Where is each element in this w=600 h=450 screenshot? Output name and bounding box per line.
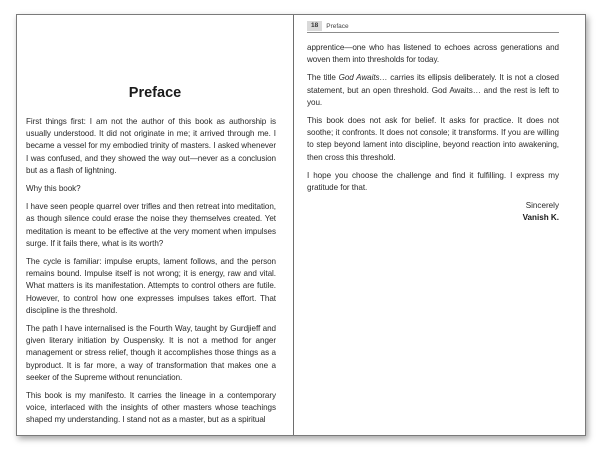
- paragraph: This book does not ask for belief. It asks for practice. It does not soothe; it confronts. It does not console; it transforms. If you are willing to step beyond lament into discipline, beyond reaction into awakening, then cross this threshold.: [307, 116, 559, 162]
- paragraph: apprentice—one who has listened to echoes across generations and woven them into thresholds for today.: [307, 43, 559, 65]
- paragraph: The path I have internalised is the Fourth Way, taught by Gurdjieff and given literary initiation by Ouspensky. It is not a method for anger management or stress relief, though it accomplishes those things as a byproduct. It is far more, a way of transformation that makes one a seeker of the Supreme without renunciation.: [26, 324, 276, 382]
- right-page-body: [307, 42, 559, 224]
- book-spread: [16, 14, 586, 436]
- left-page-body: [26, 116, 276, 433]
- paragraph: The cycle is familiar: impulse erupts, lament follows, and the person remains bound. Impulse itself is not wrong; it is energy, raw and vital. What matters is its manifestation. Attempts to control others are futile. However, to control how one expresses impulses takes effort. That discipline is the threshold.: [26, 257, 276, 315]
- page-number: 18: [307, 21, 322, 31]
- paragraph: First things first: I am not the author of this book as authorship is usually understood. It did not originate in me; it arrived through me. I became a vessel for my embodied trinity of masters. I asked whenever I was confused, and they showed the way out—never as a conclusion but as a flash of lightning.: [26, 117, 276, 175]
- paragraph: Why this book?: [26, 184, 81, 194]
- paragraph: I have seen people quarrel over trifles and then retreat into meditation, as though silence could erase the noise they themselves created. Yet meditation is meant to be effective at the very moment when impulses surge. If it fails there, what is its worth?: [26, 202, 276, 248]
- paragraph-text: carries its ellipsis deliberately. It is not a closed statement, but an open threshold. God Awaits… and the rest is left to you.: [307, 73, 559, 107]
- paragraph: This book is my manifesto. It carries the lineage in a contemporary voice, interlaced with the insights of other masters whose teachings shaped my understanding. I stand not as a master, but as a spiritual: [26, 391, 276, 425]
- page-title: Preface: [128, 85, 182, 101]
- signature-block: [307, 200, 559, 224]
- book-title-italic: God Awaits…: [338, 73, 388, 83]
- left-page: [17, 15, 294, 435]
- right-page: [294, 15, 585, 435]
- closing: Sincerely: [525, 201, 559, 211]
- paragraph-text: The title: [307, 73, 339, 83]
- running-header: [307, 20, 559, 33]
- paragraph: I hope you choose the challenge and find it fulfilling. I express my gratitude for that.: [307, 170, 559, 193]
- running-header-section: Preface: [326, 22, 349, 30]
- paragraph: [307, 72, 559, 109]
- author-name: Vanish K.: [522, 213, 559, 223]
